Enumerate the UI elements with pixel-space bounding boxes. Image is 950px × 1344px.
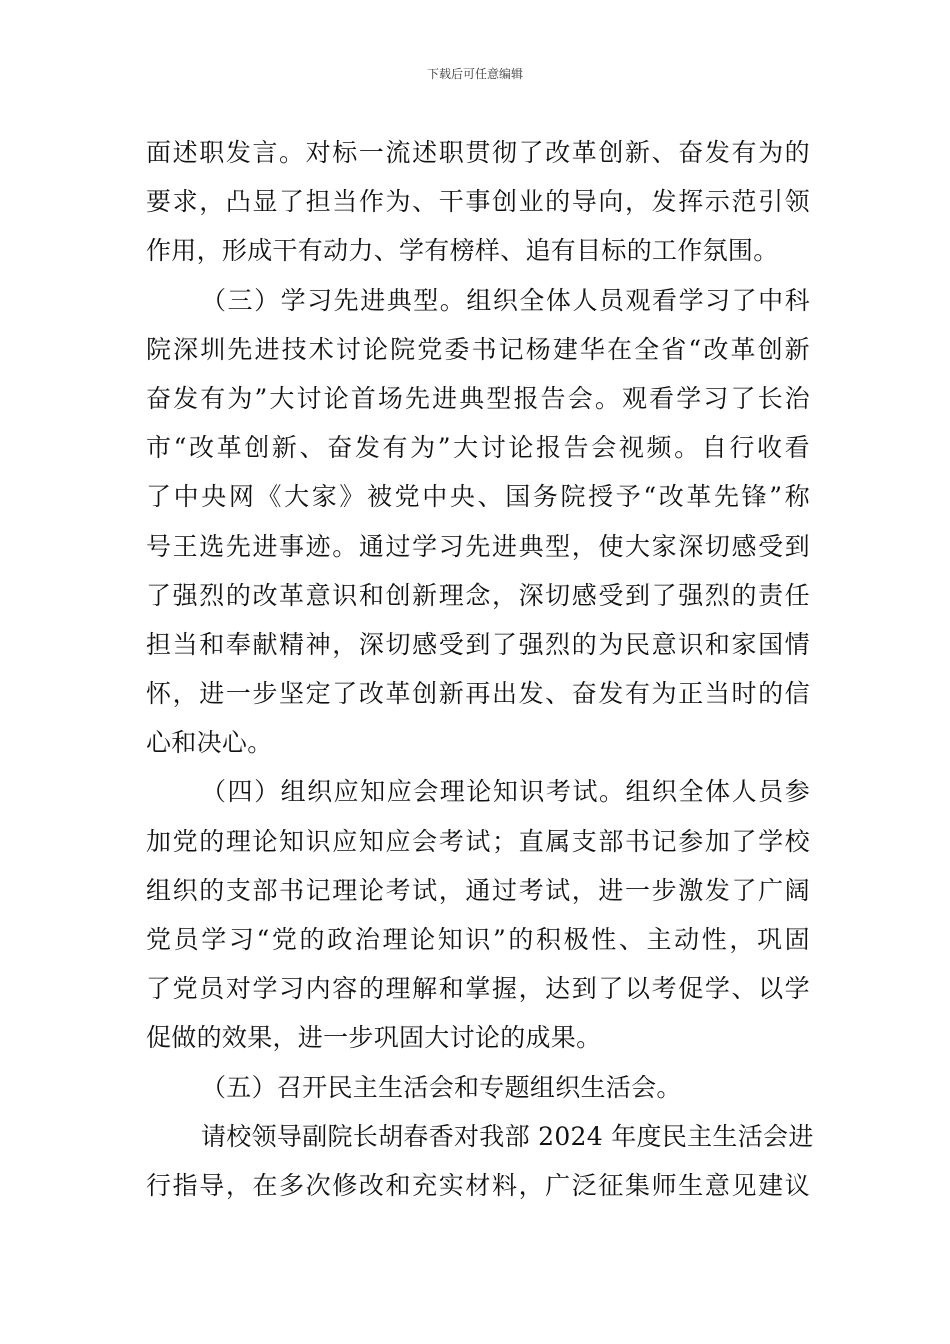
text-line: 促做的效果，进一步巩固大讨论的成果。 [146,1023,602,1053]
text-line: 作用，形成干有动力、学有榜样、追有目标的工作氛围。 [146,236,779,266]
text-line: （五）召开民主生活会和专题组织生活会。 [201,1072,682,1102]
document-body [146,128,814,1210]
text-line: 了强烈的改革意识和创新理念，深切感受到了强烈的责任 [146,580,810,610]
text-line: 加党的理论知识应知应会考试；直属支部书记参加了学校 [146,826,810,856]
text-line: 党员学习“党的政治理论知识”的积极性、主动性，巩固 [146,925,810,954]
text-line: 请校领导副院长胡春香对我部 2024 年度民主生活会进 [201,1121,814,1151]
text-line: 行指导，在多次修改和充实材料，广泛征集师生意见建议 [146,1170,810,1200]
text-line: 奋发有为”大讨论首场先进典型报告会。观看学习了长治 [146,383,810,413]
text-line: （三）学习先进典型。组织全体人员观看学习了中科 [201,285,810,315]
text-line: （四）组织应知应会理论知识考试。组织全体人员参 [201,777,810,807]
page-header: 下载后可任意编辑 [426,67,523,81]
text-line: 怀，进一步坚定了改革创新再出发、奋发有为正当时的信 [146,679,810,709]
text-line: 院深圳先进技术讨论院党委书记杨建华在全省“改革创新 [146,334,810,364]
text-line: 了党员对学习内容的理解和掌握，达到了以考促学、以学 [146,974,810,1004]
text-line: 号王选先进事迹。通过学习先进典型，使大家深切感受到 [146,531,810,561]
text-line: 面述职发言。对标一流述职贯彻了改革创新、奋发有为的 [146,138,810,167]
text-line: 了中央网《大家》被党中央、国务院授予“改革先锋”称 [146,482,810,512]
text-line: 担当和奉献精神，深切感受到了强烈的为民意识和家国情 [146,629,810,659]
text-line: 组织的支部书记理论考试，通过考试，进一步激发了广阔 [146,875,810,905]
text-line: 心和决心。 [146,728,273,758]
text-line: 市“改革创新、奋发有为”大讨论报告会视频。自行收看 [146,433,810,463]
text-line: 要求，凸显了担当作为、干事创业的导向，发挥示范引领 [146,187,810,217]
